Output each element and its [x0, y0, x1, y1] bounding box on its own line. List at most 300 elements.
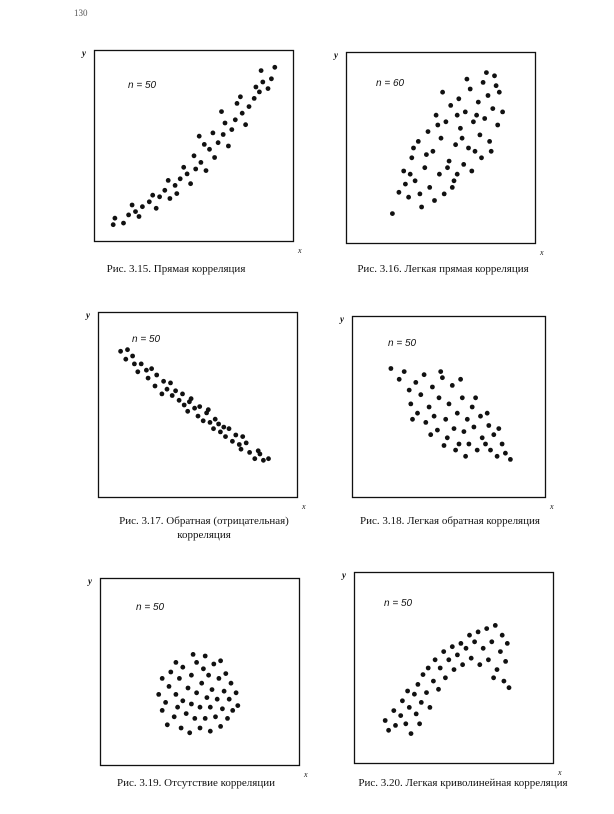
caption-text: Рис. 3.20. Легкая криволинейная корреляция [358, 777, 568, 789]
data-point [266, 456, 271, 461]
data-point [416, 682, 421, 687]
data-point [479, 155, 484, 160]
data-point [485, 411, 490, 416]
data-point [460, 395, 465, 400]
data-point [389, 366, 394, 371]
data-point [492, 73, 497, 78]
data-point [416, 139, 421, 144]
data-point [422, 165, 427, 170]
data-point [189, 396, 194, 401]
data-point [165, 387, 170, 392]
data-point [189, 673, 194, 678]
data-point [422, 372, 427, 377]
data-point [229, 681, 234, 686]
data-point [402, 369, 407, 374]
data-point [418, 392, 423, 397]
sample-size-label: n = 50 [384, 598, 413, 609]
data-point [484, 626, 489, 631]
page-number: 130 [74, 8, 88, 18]
data-point [243, 122, 248, 127]
data-point [459, 641, 464, 646]
data-point [170, 393, 175, 398]
figure-3-19 [82, 570, 322, 780]
data-point [398, 713, 403, 718]
data-point [490, 106, 495, 111]
data-point [443, 675, 448, 680]
scatter-plot [94, 50, 294, 242]
data-point [441, 649, 446, 654]
data-point [478, 414, 483, 419]
data-point [208, 729, 213, 734]
data-point [188, 181, 193, 186]
plot-frame [353, 317, 546, 498]
data-point [471, 119, 476, 124]
data-point [204, 168, 209, 173]
data-point [113, 216, 118, 221]
data-point [419, 205, 424, 210]
data-point [508, 457, 513, 462]
data-point [493, 623, 498, 628]
data-point [192, 153, 197, 158]
data-point [465, 77, 470, 82]
data-point [426, 129, 431, 134]
data-point [405, 689, 410, 694]
data-point [469, 656, 474, 661]
data-point [469, 169, 474, 174]
data-point [500, 442, 505, 447]
data-point [201, 418, 206, 423]
data-point [491, 432, 496, 437]
data-point [185, 172, 190, 177]
data-point [456, 96, 461, 101]
data-point [272, 65, 277, 70]
data-point [223, 671, 228, 676]
data-point [198, 726, 203, 731]
data-point [442, 192, 447, 197]
data-point [194, 690, 199, 695]
data-point [498, 649, 503, 654]
data-point [427, 405, 432, 410]
data-point [111, 222, 116, 227]
data-point [259, 68, 264, 73]
data-point [495, 667, 500, 672]
data-point [431, 149, 436, 154]
data-point [460, 136, 465, 141]
data-point [445, 165, 450, 170]
data-point [196, 414, 201, 419]
data-point [408, 402, 413, 407]
data-point [118, 349, 123, 354]
data-point [442, 443, 447, 448]
y-axis-label: y [88, 576, 92, 586]
scatter-plot [100, 578, 300, 766]
data-point [220, 706, 225, 711]
data-point [383, 718, 388, 723]
data-point [458, 126, 463, 131]
x-axis-label: x [550, 502, 554, 511]
data-point [430, 385, 435, 390]
data-point [409, 155, 414, 160]
data-point [130, 354, 135, 359]
data-point [154, 206, 159, 211]
data-point [269, 76, 274, 81]
data-point [240, 111, 245, 116]
x-axis-label: x [302, 502, 306, 511]
figure-3-16 [326, 44, 566, 257]
data-point [481, 80, 486, 85]
data-point [205, 695, 210, 700]
data-point [403, 182, 408, 187]
data-point [177, 398, 182, 403]
data-point [390, 211, 395, 216]
data-point [412, 692, 417, 697]
data-point [431, 679, 436, 684]
data-point [486, 93, 491, 98]
data-point [173, 183, 178, 188]
data-point [140, 204, 145, 209]
data-point [135, 369, 140, 374]
data-point [217, 676, 222, 681]
data-point [436, 687, 441, 692]
data-point [146, 376, 151, 381]
figure-3-17 [80, 306, 320, 516]
data-point [478, 133, 483, 138]
data-point [463, 454, 468, 459]
figure-3-15 [80, 44, 320, 254]
data-point [453, 448, 458, 453]
data-point [476, 630, 481, 635]
data-point [208, 705, 213, 710]
data-point [410, 417, 415, 422]
data-point [133, 209, 138, 214]
data-point [439, 136, 444, 141]
data-point [467, 442, 472, 447]
data-point [206, 407, 211, 412]
data-point [386, 728, 391, 733]
data-point [455, 411, 460, 416]
data-point [452, 178, 457, 183]
data-point [437, 395, 442, 400]
data-point [213, 714, 218, 719]
data-point [487, 139, 492, 144]
data-point [438, 369, 443, 374]
data-point [247, 450, 252, 455]
caption-3-18 [340, 514, 560, 528]
data-point [175, 705, 180, 710]
data-point [483, 442, 488, 447]
data-point [222, 689, 227, 694]
data-point [235, 703, 240, 708]
data-point [235, 101, 240, 106]
data-point [481, 646, 486, 651]
caption-text: Рис. 3.17. Обратная (отрицательная) [119, 515, 289, 527]
data-point [409, 731, 414, 736]
caption-3-17 [94, 514, 314, 542]
data-point [455, 172, 460, 177]
data-point [168, 670, 173, 675]
y-axis-label: y [342, 570, 346, 580]
data-point [488, 448, 493, 453]
data-point [500, 110, 505, 115]
data-point [461, 162, 466, 167]
data-point [457, 442, 462, 447]
data-point [181, 165, 186, 170]
data-point [440, 375, 445, 380]
data-point [476, 100, 481, 105]
data-point [414, 712, 419, 717]
data-point [125, 347, 130, 352]
y-axis-label: y [86, 310, 90, 320]
data-point [202, 142, 207, 147]
data-point [160, 708, 165, 713]
data-point [424, 152, 429, 157]
data-point [417, 721, 422, 726]
data-point [240, 434, 245, 439]
data-point [180, 698, 185, 703]
data-point [233, 433, 238, 438]
data-point [489, 639, 494, 644]
data-point [433, 657, 438, 662]
data-point [160, 676, 165, 681]
y-axis-label: y [82, 48, 86, 58]
caption-3-15 [86, 262, 266, 276]
data-point [218, 724, 223, 729]
data-point [192, 406, 197, 411]
data-point [460, 662, 465, 667]
data-point [423, 420, 428, 425]
data-point [464, 646, 469, 651]
data-point [161, 379, 166, 384]
data-point [218, 430, 223, 435]
data-point [494, 83, 499, 88]
data-point [191, 652, 196, 657]
data-point [150, 193, 155, 198]
data-point [197, 134, 202, 139]
data-point [218, 658, 223, 663]
data-point [406, 195, 411, 200]
data-point [230, 439, 235, 444]
data-point [215, 697, 220, 702]
data-point [219, 109, 224, 114]
data-point [139, 362, 144, 367]
data-point [177, 676, 182, 681]
data-point [415, 411, 420, 416]
data-point [421, 672, 426, 677]
sample-size-label: n = 50 [388, 338, 417, 349]
data-point [486, 657, 491, 662]
data-point [160, 392, 165, 397]
data-point [229, 127, 234, 132]
data-point [203, 716, 208, 721]
data-point [252, 96, 257, 101]
data-point [225, 716, 230, 721]
data-point [254, 85, 259, 90]
data-point [257, 90, 262, 95]
data-point [211, 131, 216, 136]
data-point [473, 149, 478, 154]
data-point [502, 679, 507, 684]
data-point [452, 426, 457, 431]
data-point [174, 692, 179, 697]
data-point [495, 123, 500, 128]
data-point [216, 140, 221, 145]
data-point [407, 705, 412, 710]
data-point [182, 403, 187, 408]
data-point [165, 722, 170, 727]
data-point [258, 452, 263, 457]
data-point [153, 384, 158, 389]
data-point [397, 377, 402, 382]
data-point [495, 454, 500, 459]
data-point [163, 700, 168, 705]
data-point [482, 116, 487, 121]
data-point [167, 684, 172, 689]
data-point [239, 447, 244, 452]
data-point [408, 172, 413, 177]
data-point [121, 221, 126, 226]
data-point [132, 362, 137, 367]
caption-text: Рис. 3.15. Прямая корреляция [106, 263, 246, 275]
plot-frame [347, 53, 536, 244]
data-point [470, 405, 475, 410]
data-point [212, 155, 217, 160]
data-point [184, 711, 189, 716]
data-point [463, 110, 468, 115]
data-point [166, 178, 171, 183]
scatter-plot [352, 316, 546, 498]
data-point [489, 149, 494, 154]
data-point [413, 178, 418, 183]
data-point [237, 442, 242, 447]
data-point [186, 686, 191, 691]
data-point [247, 104, 252, 109]
x-axis-label: x [304, 770, 308, 779]
caption-3-20 [338, 776, 588, 790]
sample-size-label: n = 50 [128, 80, 157, 91]
scatter-plot [346, 52, 536, 244]
data-point [465, 417, 470, 422]
caption-text: Рис. 3.16. Легкая прямая корреляция [357, 263, 529, 275]
data-point [223, 121, 228, 126]
data-point [216, 422, 221, 427]
data-point [475, 448, 480, 453]
data-point [211, 426, 216, 431]
data-point [477, 662, 482, 667]
data-point [233, 117, 238, 122]
caption-text: Рис. 3.19. Отсутствие корреляции [117, 777, 275, 789]
data-point [252, 456, 257, 461]
data-point [223, 434, 228, 439]
data-point [443, 417, 448, 422]
data-point [447, 159, 452, 164]
data-point [208, 420, 213, 425]
data-point [197, 404, 202, 409]
data-point [210, 687, 215, 692]
data-point [266, 86, 271, 91]
data-point [180, 665, 185, 670]
data-point [426, 666, 431, 671]
data-point [156, 692, 161, 697]
data-point [227, 426, 232, 431]
data-point [130, 203, 135, 208]
data-point [260, 80, 265, 85]
data-point [157, 194, 162, 199]
y-axis-label: y [334, 50, 338, 60]
data-point [427, 185, 432, 190]
data-point [432, 198, 437, 203]
data-point [472, 425, 477, 430]
data-point [434, 113, 439, 118]
data-point [505, 641, 510, 646]
data-point [450, 644, 455, 649]
data-point [168, 381, 173, 386]
data-point [201, 666, 206, 671]
data-point [500, 633, 505, 638]
data-point [428, 705, 433, 710]
data-point [444, 119, 449, 124]
data-point [207, 147, 212, 152]
data-point [432, 414, 437, 419]
data-point [462, 429, 467, 434]
data-point [437, 172, 442, 177]
data-point [480, 435, 485, 440]
data-point [185, 409, 190, 414]
x-axis-label: x [558, 768, 562, 777]
data-point [458, 377, 463, 382]
data-point [466, 146, 471, 151]
data-point [486, 423, 491, 428]
data-point [401, 169, 406, 174]
data-point [154, 373, 159, 378]
data-point [162, 188, 167, 193]
data-point [503, 659, 508, 664]
x-axis-label: x [540, 248, 544, 257]
data-point [193, 167, 198, 172]
data-point [428, 432, 433, 437]
y-axis-label: y [340, 314, 344, 324]
data-point [397, 190, 402, 195]
data-point [261, 458, 266, 463]
data-point [467, 633, 472, 638]
scatter-plot [98, 312, 298, 498]
caption-text: Рис. 3.18. Легкая обратная корреляция [360, 515, 540, 527]
data-point [189, 702, 194, 707]
figure-3-20 [334, 566, 574, 776]
data-point [418, 192, 423, 197]
data-point [194, 660, 199, 665]
data-point [491, 675, 496, 680]
data-point [174, 191, 179, 196]
data-point [168, 196, 173, 201]
data-point [497, 90, 502, 95]
data-point [452, 667, 457, 672]
data-point [503, 451, 508, 456]
data-point [172, 714, 177, 719]
data-point [149, 366, 154, 371]
data-point [230, 708, 235, 713]
data-point [244, 441, 249, 446]
data-point [137, 214, 142, 219]
data-point [211, 662, 216, 667]
data-point [144, 368, 149, 373]
data-point [199, 681, 204, 686]
sample-size-label: n = 50 [136, 602, 165, 613]
data-point [221, 425, 226, 430]
data-point [234, 690, 239, 695]
data-point [391, 708, 396, 713]
sample-size-label: n = 60 [376, 78, 405, 89]
data-point [238, 94, 243, 99]
